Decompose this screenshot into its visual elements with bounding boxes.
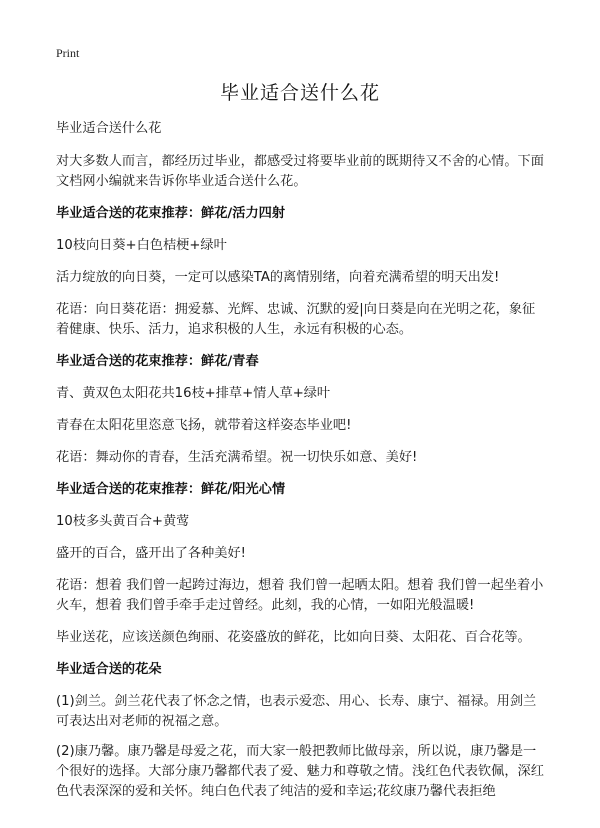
bouquet-line-2: 青、黄双色太阳花共16枝+排草+情人草+绿叶: [56, 386, 331, 401]
section-heading-2: 毕业适合送的花束推荐：鲜花/青春: [56, 354, 259, 369]
print-label[interactable]: Print: [56, 46, 80, 60]
description-2: 青春在太阳花里恣意飞扬，就带着这样姿态毕业吧!: [56, 418, 352, 433]
section-heading-1: 毕业适合送的花束推荐：鲜花/活力四射: [56, 206, 286, 221]
flower-meaning-1: 花语：向日葵花语：拥爱慕、光辉、忠诚、沉默的爱|向日葵是向在光明之花，象征着健康、快乐、活力，追求积极的人生，永远有积极的心态。: [56, 302, 536, 337]
flower-meaning-2: 花语：舞动你的青春，生活充满希望。祝一切快乐如意、美好!: [56, 450, 418, 465]
flower-meaning-3: 花语：想着 我们曾一起跨过海边，想着 我们曾一起晒太阳。想着 我们曾一起坐着小火车，想着 我们曾手牵手走过曾经。此刻，我的心情，一如阳光般温暖!: [56, 578, 544, 613]
page-title: 毕业适合送什么花: [219, 82, 380, 104]
article-subtitle: 毕业适合送什么花: [56, 121, 162, 136]
intro-paragraph: 对大多数人而言，都经历过毕业，都感受过将要毕业前的既期待又不舍的心情。下面文档网小编就来告诉你毕业适合送什么花。: [56, 154, 544, 189]
list-item-gladiolus: (1)剑兰。剑兰花代表了怀念之情，也表示爱恋、用心、长寿、康宁、福禄。用剑兰可表达出对老师的祝福之意。: [56, 694, 537, 729]
cropped-page-end: [56, 742, 548, 799]
article-body: [56, 119, 548, 799]
bouquet-line-1: 10枝向日葵+白色桔梗+绿叶: [56, 238, 227, 253]
section-heading-4: 毕业适合送的花朵: [56, 662, 162, 677]
bouquet-line-3: 10枝多头黄百合+黄莺: [56, 514, 190, 529]
list-item-carnation: (2)康乃馨。康乃馨是母爱之花，而大家一般把教师比做母亲，所以说，康乃馨是一个很好的选择。大部分康乃馨都代表了爱、魅力和尊敬之情。浅红色代表钦佩，深红色代表深深的爱和关怀。纯白色代表了纯洁的爱和幸运;花纹康乃馨代表拒绝: [56, 744, 544, 799]
section-heading-3: 毕业适合送的花束推荐：鲜花/阳光心情: [56, 482, 286, 497]
summary-paragraph: 毕业送花，应该送颜色绚丽、花姿盛放的鲜花，比如向日葵、太阳花、百合花等。: [56, 630, 531, 645]
description-3: 盛开的百合，盛开出了各种美好!: [56, 546, 246, 561]
description-1: 活力绽放的向日葵，一定可以感染TA的离情别绪，向着充满希望的明天出发!: [56, 270, 500, 285]
